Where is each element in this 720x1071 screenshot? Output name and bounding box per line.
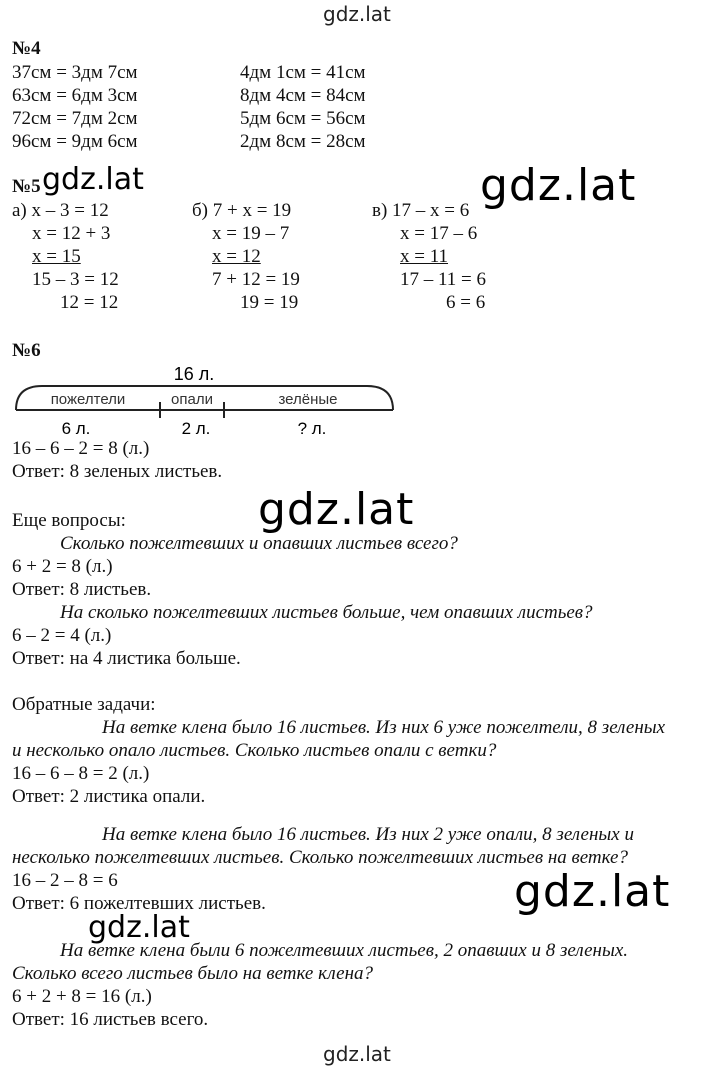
task5c-line3: x = 11	[400, 246, 449, 267]
diagram-value-fallen: 2 л.	[181, 419, 211, 438]
task6-answer: Ответ: 8 зеленых листьев.	[12, 461, 223, 482]
question-1-answer: Ответ: 8 листьев.	[12, 579, 152, 600]
task5b-line5: 19 = 19	[240, 292, 299, 313]
inverse-task-3-line1: На ветке клена были 6 пожелтевших листьев, 2 опавших и 8 зеленых.	[60, 940, 629, 961]
task5c-line4: 17 – 11 = 6	[400, 269, 487, 290]
question-1: Сколько пожелтевших и опавших листьев всего?	[60, 533, 458, 554]
watermark-5a: gdz.lat	[42, 162, 144, 197]
task6-title: №6	[12, 340, 41, 361]
question-2-answer: Ответ: на 4 листика больше.	[12, 648, 241, 669]
diagram-value-yellowed: 6 л.	[61, 419, 91, 438]
task4-left-4: 96см = 9дм 6см	[12, 131, 138, 152]
diagram-segment-green: зелёные	[278, 391, 338, 408]
diagram-segment-fallen: опали	[171, 391, 213, 408]
task5c-line5: 6 = 6	[446, 292, 486, 313]
task5b-line2: x = 19 – 7	[212, 223, 290, 244]
task5a-line3: x = 15	[32, 246, 81, 267]
inverse-tasks-title: Обратные задачи:	[12, 694, 156, 715]
task4-right-1: 4дм 1см = 41см	[240, 62, 366, 83]
watermark-6a: gdz.lat	[258, 484, 415, 535]
inverse-task-2-line1: На ветке клена было 16 листьев. Из них 2 уже опали, 8 зеленых и	[102, 824, 634, 845]
diagram-total-label: 16 л.	[173, 364, 215, 384]
task5b-line3: x = 12	[212, 246, 261, 267]
inverse-task-1-line1: На ветке клена было 16 листьев. Из них 6 уже пожелтели, 8 зеленых	[102, 717, 666, 738]
watermark-top: gdz.lat	[323, 2, 391, 26]
task5a-line5: 12 = 12	[60, 292, 119, 313]
question-1-solution: 6 + 2 = 8 (л.)	[12, 556, 113, 577]
inverse-task-3-solution: 6 + 2 + 8 = 16 (л.)	[12, 986, 152, 1007]
task4-left-2: 63см = 6дм 3см	[12, 85, 138, 106]
question-2-solution: 6 – 2 = 4 (л.)	[12, 625, 112, 646]
task6-solution: 16 – 6 – 2 = 8 (л.)	[12, 438, 150, 459]
inverse-task-1-line2: и несколько опало листьев. Сколько листьев опали с ветки?	[12, 740, 497, 761]
task5b-line1: б) 7 + x = 19	[192, 200, 292, 221]
question-2: На сколько пожелтевших листьев больше, чем опавших листьев?	[60, 602, 593, 623]
inverse-task-1-solution: 16 – 6 – 8 = 2 (л.)	[12, 763, 150, 784]
task5b-line4: 7 + 12 = 19	[212, 269, 300, 290]
task4-right-4: 2дм 8см = 28см	[240, 131, 366, 152]
inverse-task-3-answer: Ответ: 16 листьев всего.	[12, 1009, 209, 1030]
more-questions-title: Еще вопросы:	[12, 510, 126, 531]
inverse-task-1-answer: Ответ: 2 листика опали.	[12, 786, 206, 807]
task5a-line1: а) x – 3 = 12	[12, 200, 109, 221]
diagram-segment-yellowed: пожелтели	[50, 391, 126, 408]
inverse-task-2-solution: 16 – 2 – 8 = 6	[12, 870, 118, 891]
inverse-task-2-line2: несколько пожелтевших листьев. Сколько пожелтевших листьев на ветке?	[12, 847, 628, 868]
task5a-line4: 15 – 3 = 12	[32, 269, 119, 290]
watermark-6c: gdz.lat	[88, 910, 190, 945]
inverse-task-2-answer: Ответ: 6 пожелтевших листьев.	[12, 893, 266, 914]
task4-left-3: 72см = 7дм 2см	[12, 108, 138, 129]
task4-left-1: 37см = 3дм 7см	[12, 62, 138, 83]
task5a-line2: x = 12 + 3	[32, 223, 111, 244]
task4-title: №4	[12, 38, 41, 59]
inverse-task-3-line2: Сколько всего листьев было на ветке клена?	[12, 963, 373, 984]
watermark-bottom: gdz.lat	[323, 1042, 391, 1066]
task4-right-2: 8дм 4см = 84см	[240, 85, 366, 106]
diagram-value-green: ? л.	[297, 419, 327, 438]
leaf-segment-diagram	[12, 362, 397, 440]
watermark-6b: gdz.lat	[514, 866, 671, 917]
task5c-line2: x = 17 – 6	[400, 223, 478, 244]
task5-title: №5	[12, 176, 41, 197]
watermark-5b: gdz.lat	[480, 160, 637, 211]
task5c-line1: в) 17 – x = 6	[372, 200, 470, 221]
task4-right-3: 5дм 6см = 56см	[240, 108, 366, 129]
